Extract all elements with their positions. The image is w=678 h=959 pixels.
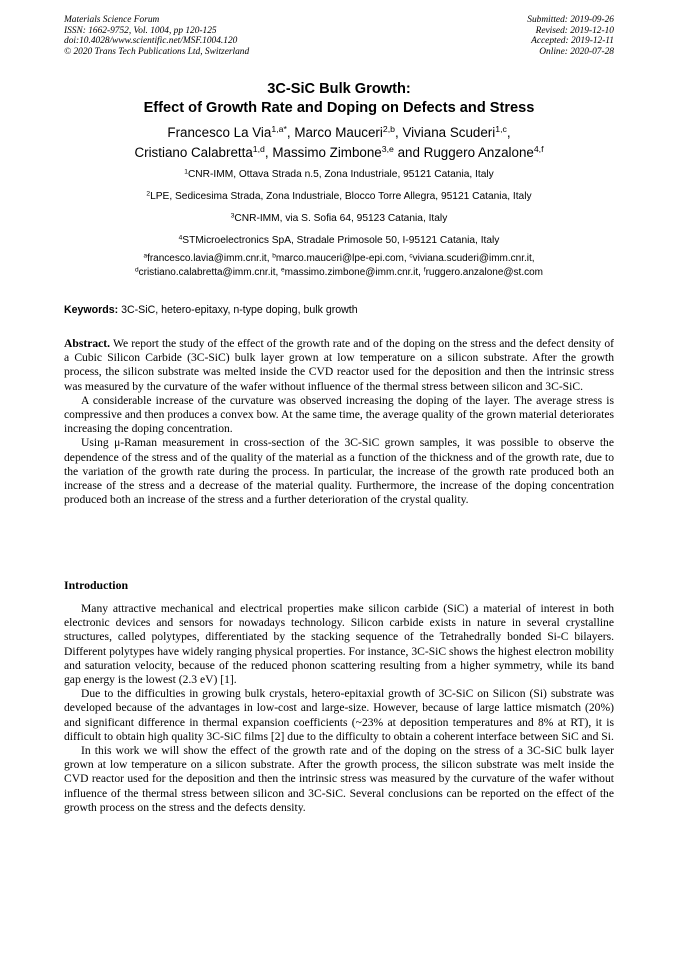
author-affil-sup: 1,a* <box>271 124 287 135</box>
email-sup: b <box>272 252 276 260</box>
authors-line-2 <box>40 143 638 163</box>
author-affil-sup: 4,f <box>533 143 544 154</box>
author-name: Francesco La Via <box>167 125 272 140</box>
author-name: Massimo Zimbone <box>272 144 382 160</box>
abstract-paragraph <box>64 337 614 394</box>
body-paragraph: Due to the difficulties in growing bulk crystals, hetero-epitaxial growth of 3C-SiC on Silicon (Si) substrate was developed because of the advantages in low-cost and large-size. However, because of large lattice mismatch (20%) and significant difference in thermal expansion coefficients (~23% at deposition temperatures and 8% at RT), it is difficult to obtain high quality 3C-SiC films [2] due to the difficulty to obtain a coherent interface between SiC and Si. <box>64 687 614 743</box>
abstract-label: Abstract. <box>64 337 111 350</box>
journal-copyright: © 2020 Trans Tech Publications Ltd, Switzerland <box>64 46 250 57</box>
journal-name: Materials Science Forum <box>64 15 160 25</box>
journal-doi: doi:10.4028/www.scientific.net/MSF.1004.120 <box>64 36 238 47</box>
author-sep: and <box>393 144 424 160</box>
affiliation-list <box>40 165 638 253</box>
author-name: Marco Mauceri <box>294 125 383 140</box>
author-sep: , <box>394 125 403 140</box>
email-sup: f <box>423 266 426 274</box>
author-list <box>40 123 638 162</box>
email-sup: a <box>143 252 148 260</box>
author-affil-sup: 2,b <box>382 124 395 135</box>
email-list <box>40 252 638 280</box>
affiliation-text: CNR-IMM, via S. Sofia 64, 95123 Catania, Italy <box>234 213 448 224</box>
body-paragraph: In this work we will show the effect of the growth rate and of the doping on the stress of a 3C-SiC bulk layer grown at low temperature on a silicon substrate. After the growth process, the silicon substrate was melt inside the CVD reactor used for the deposition and then the intrinsic stress was measured by the curvature of the wafer without influence of the thermal stress between silicon and 3C-SiC. Several conclusions can be reported on the effect of the growth process on the stress and the defects density. <box>64 744 614 814</box>
email-address[interactable]: marco.mauceri@lpe-epi.com, <box>275 253 410 264</box>
paper-title <box>40 80 638 118</box>
affiliation-num: 2 <box>146 190 151 198</box>
email-address[interactable]: ruggero.anzalone@st.com <box>425 267 543 278</box>
keywords-text: 3C-SiC, hetero-epitaxy, n-type doping, bulk growth <box>118 304 358 316</box>
author-name: Viviana Scuderi <box>402 125 496 140</box>
author-affil-sup: 3,e <box>381 143 394 154</box>
affiliation-text: STMicroelectronics SpA, Stradale Primosole 50, I-95121 Catania, Italy <box>182 235 500 246</box>
title-line-2: Effect of Growth Rate and Doping on Defects and Stress <box>143 100 535 116</box>
email-address[interactable]: cristiano.calabretta@imm.cnr.it, <box>138 267 282 278</box>
keywords <box>64 304 614 316</box>
affiliation <box>40 231 638 253</box>
emails-line-1 <box>40 252 638 266</box>
author-name: Ruggero Anzalone <box>423 144 534 160</box>
section-heading: Introduction <box>64 578 129 592</box>
author-sep: , <box>286 125 295 140</box>
email-address[interactable]: massimo.zimbone@imm.cnr.it, <box>284 267 424 278</box>
abstract-paragraph: Using μ-Raman measurement in cross-section of the 3C-SiC grown samples, it was possible to observe the dependence of the stress and of the quality of the material as a function of the thickness and of the growth rate, due to the variation of the growth rate during the process. In particular, the increase of the growth rate produced both an increase of the stress and a decrease of the material quality. Furthermore, the increase of the doping concentration produced both an increase of the stress and a further deterioration of the crystal quality. <box>64 436 614 507</box>
authors-line-1 <box>40 123 638 143</box>
introduction-section <box>64 602 614 815</box>
emails-line-2 <box>40 266 638 280</box>
email-sup: d <box>135 266 139 274</box>
journal-info <box>64 15 249 57</box>
author-sep: , <box>506 125 511 140</box>
affiliation <box>40 209 638 231</box>
affiliation-text: LPE, Sedicesima Strada, Zona Industriale, Blocco Torre Allegra, 95121 Catania, Italy <box>150 191 532 202</box>
author-affil-sup: 1,d <box>252 143 265 154</box>
journal-issn: ISSN: 1662-9752, Vol. 1004, pp 120-125 <box>64 25 217 36</box>
abstract-text: We report the study of the effect of the growth rate and of the doping on the stress and the defect density of a Cubic Silicon Carbide (3C-SiC) bulk layer grown at low temperature on a silicon substrate. After the growth process, the silicon substrate was melted inside the CVD reactor used for the deposition and then the intrinsic stress was measured by the curvature of the wafer without influence of the thermal stress between silicon and 3C-SiC. <box>64 337 614 393</box>
affiliation-text: CNR-IMM, Ottava Strada n.5, Zona Industriale, 95121 Catania, Italy <box>187 169 494 180</box>
email-sup: c <box>409 252 413 260</box>
abstract-paragraph: A considerable increase of the curvature was observed increasing the doping of the layer. The average stress is compressive and then produces a convex bow. At the same time, the average quality of the grown material deteriorates increasing the doping concentration. <box>64 393 614 436</box>
author-sep: , <box>264 144 273 160</box>
affiliation <box>40 165 638 187</box>
body-paragraph: Many attractive mechanical and electrical properties make silicon carbide (SiC) a material of interest in both electronic devices and sensors for nowadays technology. Silicon carbide exists in nature in several crystalline structures, called polytypes, differentiated by the stacking sequence of the Tetrahedrally bonded Si-C bilayers. Different polytypes have widely ranging physical properties. For instance, 3C-SiC shows the highest electron mobility and saturation velocity, because of the reduced phonon scattering resulting from a higher symmetry, while its band gap energy is the lowest (2.3 eV) [1]. <box>64 602 614 687</box>
affiliation-num: 4 <box>178 234 183 242</box>
keywords-label: Keywords: <box>64 304 119 316</box>
affiliation-num: 3 <box>230 212 235 220</box>
date-online: Online: 2020-07-28 <box>539 46 614 57</box>
date-submitted: Submitted: 2019-09-26 <box>527 15 614 25</box>
title-line-1: 3C-SiC Bulk Growth: <box>267 81 411 97</box>
affiliation <box>40 187 638 209</box>
submission-dates <box>527 15 614 57</box>
author-name: Cristiano Calabretta <box>134 144 253 160</box>
author-affil-sup: 1,c <box>495 124 507 135</box>
date-accepted: Accepted: 2019-12-11 <box>531 36 614 47</box>
abstract-section <box>64 337 614 507</box>
email-sup: e <box>281 266 285 274</box>
affiliation-num: 1 <box>184 168 188 176</box>
date-revised: Revised: 2019-12-10 <box>535 25 614 36</box>
email-address[interactable]: francesco.lavia@imm.cnr.it, <box>147 253 273 264</box>
email-address[interactable]: viviana.scuderi@imm.cnr.it, <box>412 253 535 264</box>
